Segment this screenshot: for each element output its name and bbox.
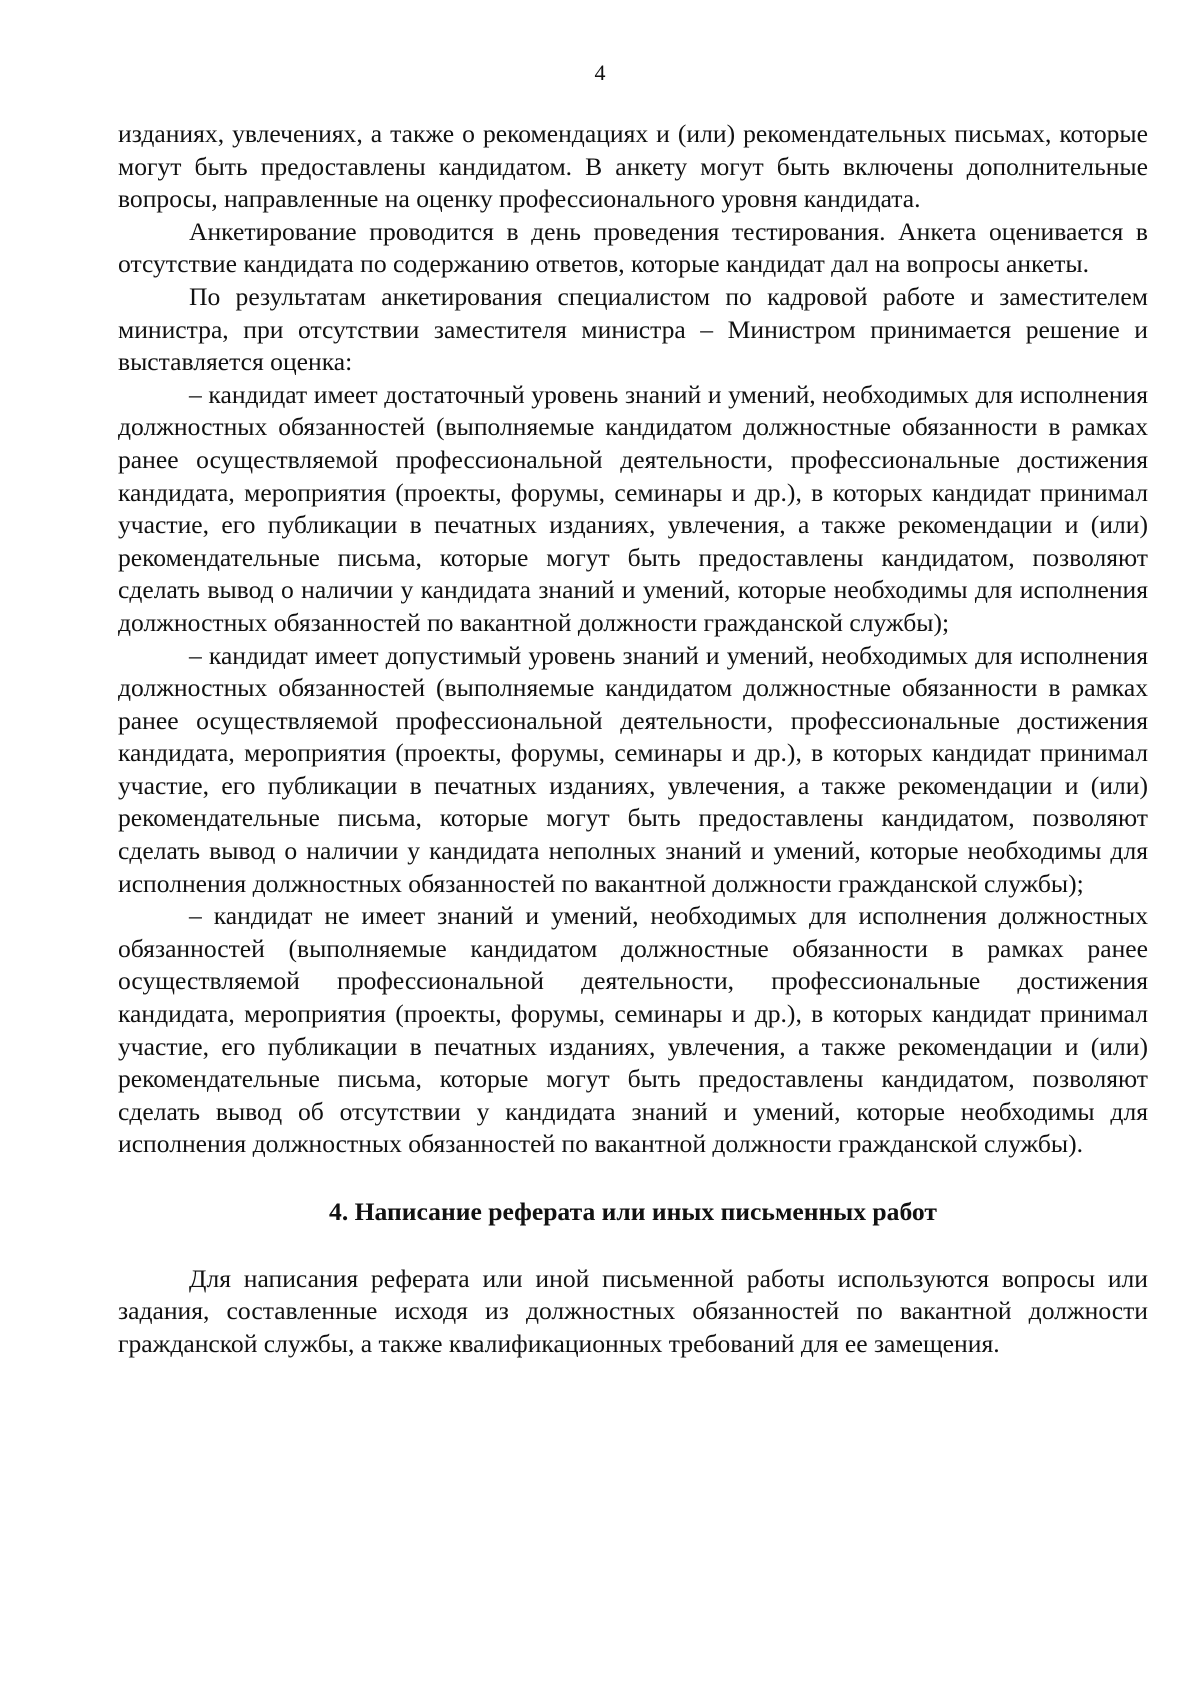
page-number: 4: [594, 60, 606, 85]
paragraph-essay-writing: Для написания реферата или иной письменной работы используются вопросы или задания, составленные исходя из должностных обязанностей по вакантной должности гражданской службы, а также квалификационных требований для ее замещения.: [118, 1263, 1148, 1358]
paragraph-questionnaire-results: По результатам анкетирования специалистом по кадровой работе и заместителем министра, при отсутствии заместителя министра – Министром принимается решение и выставляется оценка:: [118, 281, 1148, 377]
section-heading: 4. Написание реферата или иных письменных работ: [329, 1197, 937, 1226]
paragraph-continuation: изданиях, увлечениях, а также о рекомендациях и (или) рекомендательных письмах, которые могут быть предоставлены кандидатом. В анкету могут быть включены дополнительные вопросы, направленные на оценку профессионального уровня кандидата.: [118, 119, 1148, 214]
list-item-acceptable-level: – кандидат имеет допустимый уровень знаний и умений, необходимых для исполнения должностных обязанностей (выполняемые кандидатом должностные обязанности в рамках ранее осуществляемой профессиональной деятельности, профессиональные достижения кандидата, мероприятия (проекты, форумы, семинары и др.), в которых кандидат принимал участие, его публикации в печатных изданиях, увлечения, а также рекомендации и (или) рекомендательные письма, которые могут быть предоставлены кандидатом, позволяют сделать вывод о наличии у кандидата неполных знаний и умений, которые необходимы для исполнения должностных обязанностей по вакантной должности гражданской службы);: [118, 640, 1148, 898]
list-item-sufficient-level: – кандидат имеет достаточный уровень знаний и умений, необходимых для исполнения должностных обязанностей (выполняемые кандидатом должностные обязанности в рамках ранее осуществляемой профессиональной деятельности, профессиональные достижения кандидата, мероприятия (проекты, форумы, семинары и др.), в которых кандидат принимал участие, его публикации в печатных изданиях, увлечения, а также рекомендации и (или) рекомендательные письма, которые могут быть предоставлены кандидатом, позволяют сделать вывод о наличии у кандидата знаний и умений, которые необходимы для исполнения должностных обязанностей по вакантной должности гражданской службы);: [118, 379, 1148, 637]
paragraph-questionnaire-procedure: Анкетирование проводится в день проведения тестирования. Анкета оценивается в отсутствие кандидата по содержанию ответов, которые кандидат дал на вопросы анкеты.: [118, 216, 1148, 279]
document-body: [118, 118, 1148, 1360]
list-item-no-knowledge: – кандидат не имеет знаний и умений, необходимых для исполнения должностных обязанностей (выполняемые кандидатом должностные обязанности в рамках ранее осуществляемой профессиональной деятельности, профессиональные достижения кандидата, мероприятия (проекты, форумы, семинары и др.), в которых кандидат принимал участие, его публикации в печатных изданиях, увлечения, а также рекомендации и (или) рекомендательные письма, которые могут быть предоставлены кандидатом, позволяют сделать вывод об отсутствии у кандидата знаний и умений, которые необходимы для исполнения должностных обязанностей по вакантной должности гражданской службы).: [118, 901, 1148, 1159]
